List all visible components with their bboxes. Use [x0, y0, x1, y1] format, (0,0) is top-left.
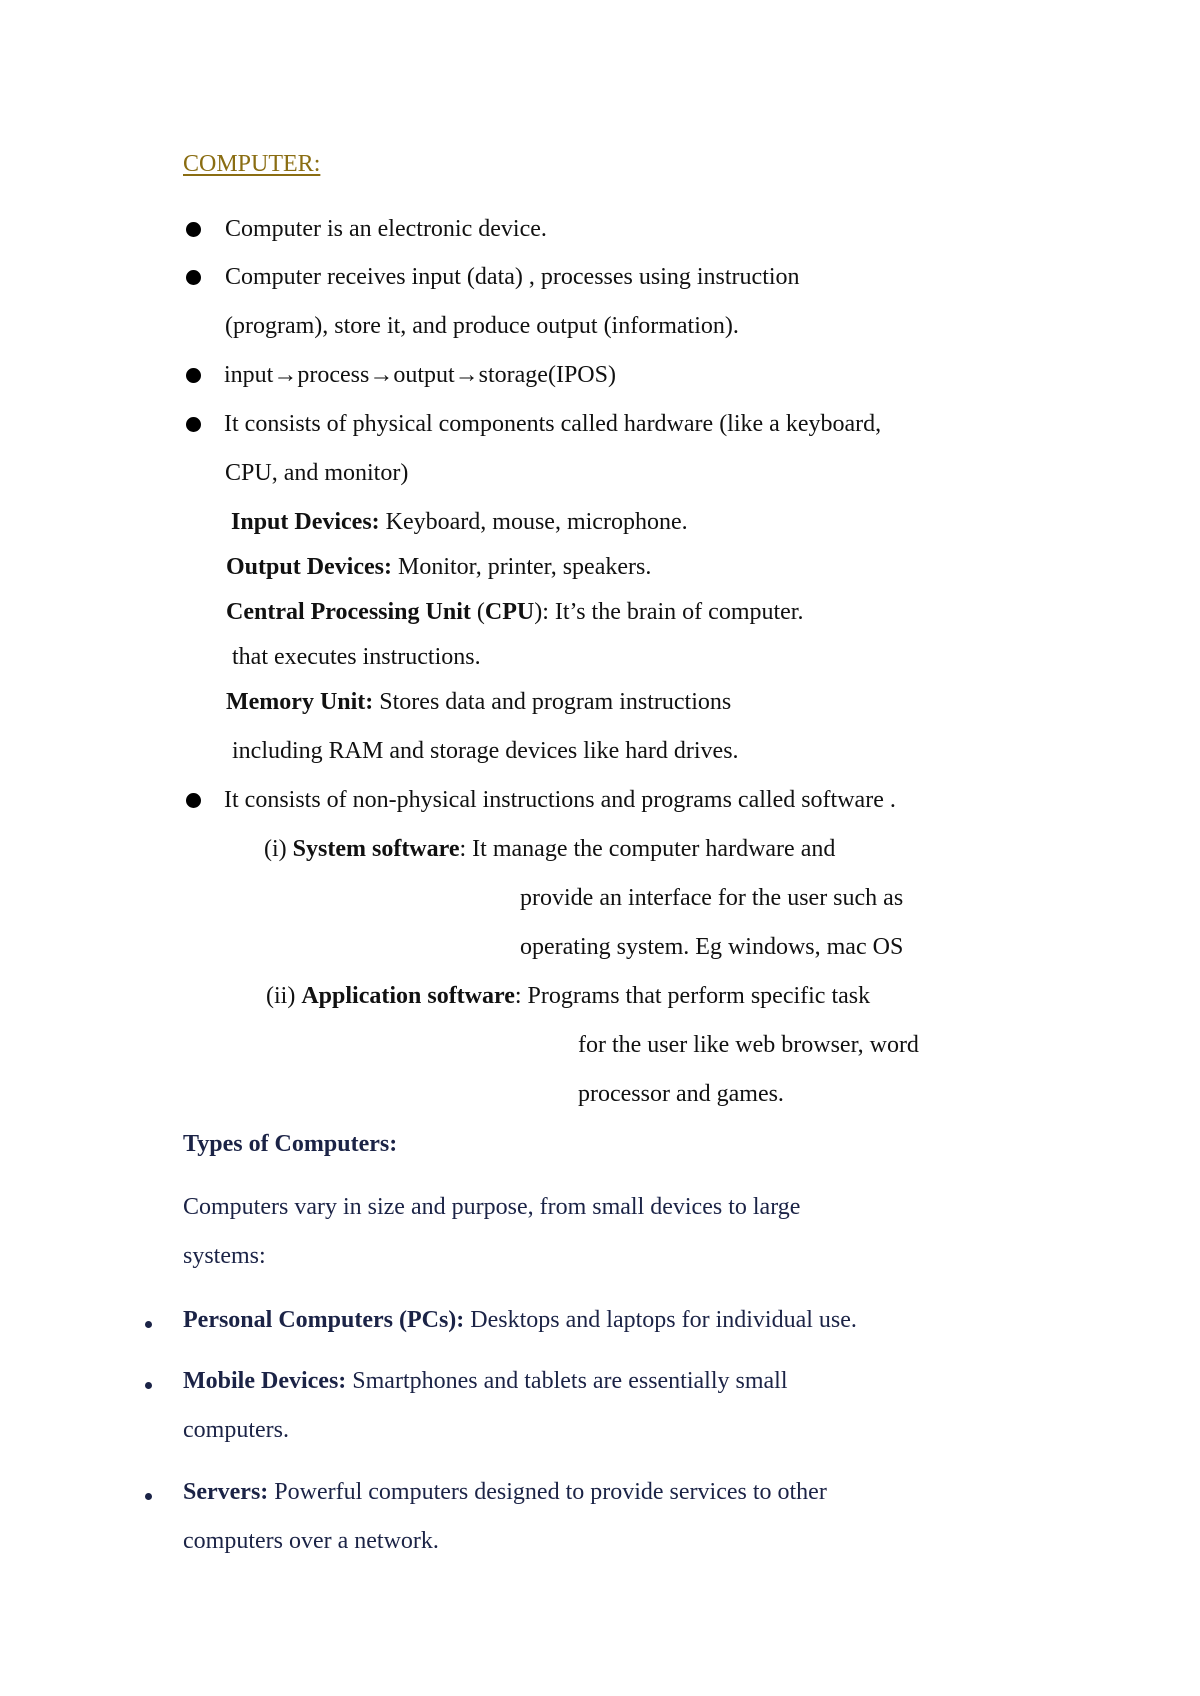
- bullet-dot: [186, 793, 201, 808]
- term-label: Mobile Devices:: [183, 1368, 347, 1394]
- software-system-continued: provide an interface for the user such as: [520, 885, 904, 911]
- software-application-continued: for the user like web browser, word: [578, 1032, 919, 1058]
- bullet-dot: [186, 222, 201, 237]
- term-text: It’s the brain of computer.: [548, 599, 804, 625]
- bullet-dot: [186, 368, 201, 383]
- hardware-memory-continued: including RAM and storage devices like hard drives.: [232, 738, 739, 764]
- hardware-cpu-continued: that executes instructions.: [232, 644, 481, 670]
- term-label: Servers:: [183, 1479, 269, 1505]
- term-abbr: CPU: [484, 599, 535, 625]
- term-text: : It manage the computer hardware and: [459, 836, 836, 862]
- term-punct: (: [470, 599, 485, 625]
- section-intro: Computers vary in size and purpose, from small devices to large: [183, 1194, 801, 1220]
- term-text: Keyboard, mouse, microphone.: [379, 509, 688, 535]
- term-text: Powerful computers designed to provide services to other: [268, 1479, 827, 1505]
- term-text: : Programs that perform specific task: [514, 983, 871, 1009]
- term-label: Central Processing Unit: [226, 599, 471, 625]
- hardware-cpu: [226, 598, 803, 626]
- software-system: [264, 835, 835, 863]
- term-label: Output Devices:: [226, 554, 392, 580]
- list-number: (ii): [266, 983, 302, 1009]
- hardware-input-devices: [231, 508, 688, 536]
- term-label: Input Devices:: [231, 509, 380, 535]
- term-label: Personal Computers (PCs):: [183, 1307, 465, 1333]
- type-mobile-devices: [183, 1367, 788, 1395]
- bullet-text: Computer receives input (data) , processes using instruction: [225, 264, 800, 290]
- page-title: COMPUTER:: [183, 151, 321, 177]
- term-text: Smartphones and tablets are essentially small: [346, 1368, 788, 1394]
- software-application-continued: processor and games.: [578, 1081, 784, 1107]
- bullet-text-continued: CPU, and monitor): [225, 460, 409, 486]
- bullet-text: It consists of physical components called hardware (like a keyboard,: [224, 411, 882, 437]
- type-servers: [183, 1478, 827, 1506]
- bullet-dot: [145, 1382, 152, 1389]
- bullet-dot: [145, 1493, 152, 1500]
- bullet-text: Computer is an electronic device.: [225, 216, 547, 242]
- bullet-text-continued: (program), store it, and produce output (information).: [225, 313, 739, 339]
- bullet-dot: [186, 417, 201, 432]
- type-mobile-continued: computers.: [183, 1417, 289, 1443]
- term-label: System software: [292, 836, 460, 862]
- bullet-dot: [145, 1321, 152, 1328]
- bullet-text: It consists of non-physical instructions and programs called software .: [224, 787, 896, 813]
- software-system-continued: operating system. Eg windows, mac OS: [520, 934, 904, 960]
- hardware-output-devices: [226, 553, 651, 581]
- section-heading: Types of Computers:: [183, 1131, 398, 1157]
- bullet-dot: [186, 270, 201, 285]
- type-personal-computers: [183, 1306, 857, 1334]
- term-punct: ):: [534, 599, 549, 625]
- term-label: Application software: [301, 983, 515, 1009]
- term-label: Memory Unit:: [226, 689, 374, 715]
- term-text: Desktops and laptops for individual use.: [464, 1307, 857, 1333]
- bullet-text: input→process→output→storage(IPOS): [224, 362, 616, 388]
- term-text: Monitor, printer, speakers.: [391, 554, 652, 580]
- section-intro-continued: systems:: [183, 1243, 266, 1269]
- term-text: Stores data and program instructions: [373, 689, 732, 715]
- software-application: [266, 982, 870, 1010]
- list-number: (i): [264, 836, 293, 862]
- hardware-memory-unit: [226, 688, 731, 716]
- type-servers-continued: computers over a network.: [183, 1528, 439, 1554]
